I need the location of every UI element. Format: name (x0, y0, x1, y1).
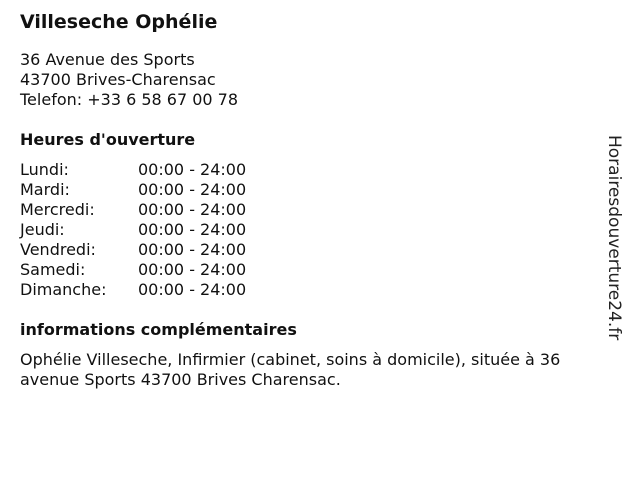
day-hours: 00:00 - 24:00 (138, 180, 247, 199)
hours-heading: Heures d'ouverture (20, 130, 196, 149)
business-name: Villeseche Ophélie (20, 11, 218, 33)
day-hours: 00:00 - 24:00 (138, 220, 247, 239)
hours-row-friday (20, 240, 246, 260)
day-hours: 00:00 - 24:00 (138, 240, 247, 259)
business-card (20, 8, 616, 390)
day-hours: 00:00 - 24:00 (138, 200, 247, 219)
address-city: 43700 Brives-Charensac (20, 70, 216, 89)
hours-row-wednesday (20, 200, 246, 220)
hours-row-monday (20, 160, 246, 180)
day-hours: 00:00 - 24:00 (138, 160, 247, 179)
info-description: Ophélie Villeseche, Infirmier (cabinet, soins à domicile), située à 36 avenue Sports 43700 Brives Charensac. (20, 350, 561, 389)
day-hours: 00:00 - 24:00 (138, 280, 247, 299)
opening-hours-table (20, 160, 246, 300)
phone-number[interactable]: Telefon: +33 6 58 67 00 78 (20, 90, 239, 109)
site-watermark[interactable]: Horairesdouverture24.fr (604, 135, 624, 341)
hours-row-tuesday (20, 180, 246, 200)
address-block (20, 50, 616, 110)
day-label: Dimanche: (20, 280, 107, 299)
day-label: Jeudi: (20, 220, 65, 239)
day-label: Lundi: (20, 160, 69, 179)
address-street: 36 Avenue des Sports (20, 50, 195, 69)
hours-row-saturday (20, 260, 246, 280)
day-hours: 00:00 - 24:00 (138, 260, 247, 279)
hours-row-sunday (20, 280, 246, 300)
info-heading: informations complémentaires (20, 320, 297, 339)
day-label: Vendredi: (20, 240, 96, 259)
day-label: Mercredi: (20, 200, 95, 219)
hours-row-thursday (20, 220, 246, 240)
day-label: Mardi: (20, 180, 70, 199)
day-label: Samedi: (20, 260, 86, 279)
